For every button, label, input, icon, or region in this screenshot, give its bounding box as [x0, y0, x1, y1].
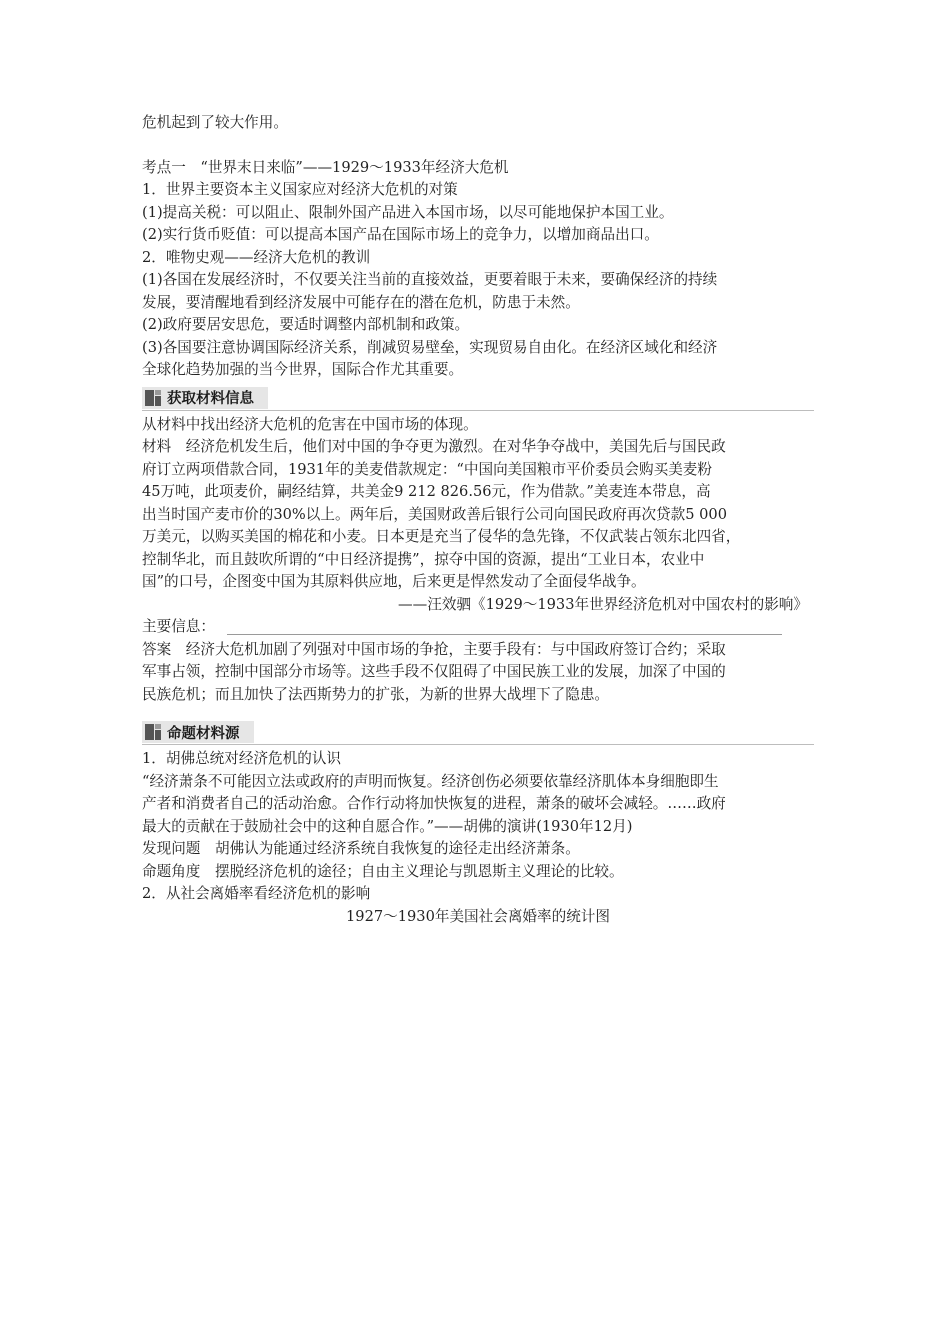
material-line-1: 材料 经济危机发生后，他们对中国的争夺更为激烈。在对华争夺战中，美国先后与国民政: [142, 438, 726, 455]
hoover-quote-line-2: 产者和消费者自己的活动治愈。合作行动将加快恢复的进程，萧条的破坏会减轻。……政府: [142, 795, 726, 812]
question-angle: 命题角度 摆脱经济危机的途径；自由主义理论与凯恩斯主义理论的比较。: [142, 862, 624, 880]
material-line-3: 45万吨，此项麦价，嗣经结算，共美金9 212 826.56元，作为借款。”美麦连本带息，高: [142, 483, 711, 500]
material-line-2: 府订立两项借款合同，1931年的美麦借款规定：“中国向美国粮市平价委员会购买美麦粉: [142, 460, 712, 478]
kaodian-point-2-3-line2: 全球化趋势加强的当今世界，国际合作尤其重要。: [142, 361, 464, 378]
paragraph-continuation: 危机起到了较大作用。: [142, 114, 288, 131]
section-heading-material-info: [142, 386, 814, 410]
heading-text: 获取材料信息: [167, 391, 254, 407]
material-intro: 从材料中找出经济大危机的危害在中国市场的体现。: [142, 415, 478, 433]
answer-line-2: 军事占领，控制中国部分市场等。这些手段不仅阻碍了中国民族工业的发展，加深了中国的: [142, 663, 726, 680]
hoover-quote-line-3: 最大的贡献在于鼓励社会中的这种自愿合作。”——胡佛的演讲(1930年12月): [142, 817, 633, 835]
kaodian-point-1-1: (1)提高关税：可以阻止、限制外国产品进入本国市场，以尽可能地保护本国工业。: [142, 203, 674, 221]
hoover-quote-line-1: “经济萧条不可能因立法或政府的声明而恢复。经济创伤必须要依靠经济肌体本身细胞即生: [142, 772, 719, 790]
material-line-4: 出当时国产麦市价的30%以上。两年后，美国财政善后银行公司向国民政府再次贷款5 000: [142, 505, 728, 523]
answer-line-3: 民族危机；而且加快了法西斯势力的扩张，为新的世界大战埋下了隐患。: [142, 685, 610, 703]
discover-problem: 发现问题 胡佛认为能通过经济系统自我恢复的途径走出经济萧条。: [142, 840, 580, 857]
chart-caption: 1927～1930年美国社会离婚率的统计图: [346, 907, 610, 925]
heading-bar: [142, 387, 268, 409]
kaodian-subtitle-1: 1．世界主要资本主义国家应对经济大危机的对策: [142, 181, 458, 198]
source-item-1-title: 1．胡佛总统对经济危机的认识: [142, 750, 342, 767]
kaodian-point-1-2: (2)实行货币贬值：可以提高本国产品在国际市场上的竞争力，以增加商品出口。: [142, 226, 659, 243]
material-source: ——汪效驷《1929～1933年世界经济危机对中国农村的影响》: [398, 595, 808, 613]
heading-block-icon: [145, 390, 161, 406]
heading-text: 命题材料源: [167, 725, 240, 742]
heading-block-icon: [145, 724, 161, 740]
main-info-row: [142, 616, 814, 639]
kaodian-point-2-2: (2)政府要居安思危，要适时调整内部机制和政策。: [142, 316, 470, 333]
material-line-6: 控制华北，而且鼓吹所谓的“中日经济提携”，掠夺中国的资源，提出“工业日本，农业中: [142, 550, 705, 568]
main-info-blank-line[interactable]: [227, 620, 782, 635]
kaodian-point-2-1-line2: 发展，要清醒地看到经济发展中可能存在的潜在危机，防患于未然。: [142, 293, 580, 311]
heading-rule: [142, 744, 814, 745]
kaodian-subtitle-2: 2．唯物史观——经济大危机的教训: [142, 248, 371, 266]
section-heading-source-material: [142, 720, 814, 744]
answer-line-1: 答案 经济大危机加剧了列强对中国市场的争抢，主要手段有：与中国政府签订合约；采取: [142, 640, 726, 658]
heading-rule: [142, 410, 814, 411]
kaodian-title: 考点一 “世界末日来临”——1929～1933年经济大危机: [142, 158, 509, 176]
heading-bar: [142, 721, 254, 743]
material-line-7: 国”的口号，企图变中国为其原料供应地，后来更是悍然发动了全面侵华战争。: [142, 573, 646, 590]
main-info-label: 主要信息：: [142, 618, 215, 635]
source-item-2-title: 2．从社会离婚率看经济危机的影响: [142, 885, 371, 902]
material-line-5: 万美元，以购买美国的棉花和小麦。日本更是充当了侵华的急先锋，不仅武装占领东北四省，: [142, 528, 741, 545]
document-page: [142, 112, 814, 928]
kaodian-point-2-1-line1: (1)各国在发展经济时，不仅要关注当前的直接效益，更要着眼于未来，要确保经济的持续: [142, 271, 718, 288]
kaodian-point-2-3-line1: (3)各国要注意协调国际经济关系，削减贸易壁垒，实现贸易自由化。在经济区域化和经济: [142, 338, 718, 356]
